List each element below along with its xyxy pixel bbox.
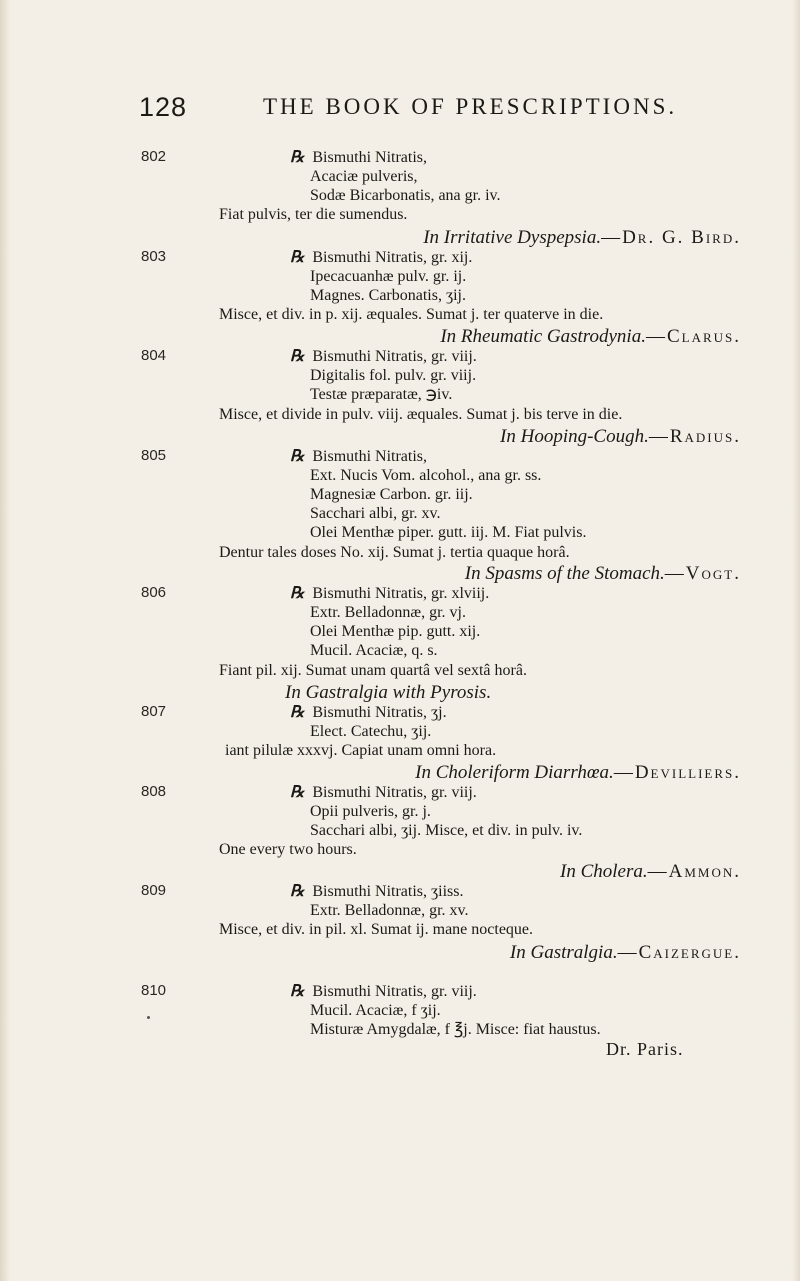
indication-caption: In Gastralgia with Pyrosis. [285,682,492,703]
ingredient-line: ℞ Bismuthi Nitratis, gr. viij. [290,348,477,365]
prescription-number: 808 [141,783,167,800]
author: —Devilliers. [613,762,741,783]
author: —Vogt. [664,563,741,584]
recipe-symbol: ℞ [290,585,305,602]
indication-caption: In Irritative Dyspepsia.—Dr. G. Bird. [423,227,741,248]
indication-caption: In Spasms of the Stomach.—Vogt. [464,563,741,584]
prescription-number: 810 [141,982,167,999]
author: —Clarus. [645,326,741,347]
ingredient-line: Magnesiæ Carbon. gr. iij. [310,486,473,503]
author: —Ammon. [647,861,741,882]
ingredient-line: Sacchari albi, ʒij. Misce, et div. in pulv. iv. [310,822,583,839]
directions-line: Misce, et div. in p. xij. æquales. Sumat j. ter quaterve in die. [219,306,604,323]
prescription-number: 803 [141,248,167,265]
author: —Radius. [648,426,741,447]
ingredient-line: Sacchari albi, gr. xv. [310,505,441,522]
prescription-number: 804 [141,347,167,364]
prescription-number: 805 [141,447,167,464]
directions-line: Misce, et divide in pulv. viij. æquales. Sumat j. bis terve in die. [219,406,623,423]
ingredient-line: ℞ Bismuthi Nitratis, [290,448,428,465]
directions-line: One every two hours. [219,841,357,858]
ingredient-line: Opii pulveris, gr. j. [310,803,431,820]
author: —Dr. G. Bird. [601,227,741,248]
ingredient-line: Extr. Belladonnæ, gr. vj. [310,604,466,621]
ingredient-line: Testæ præparatæ, ℈iv. [310,386,453,403]
ingredient-line: Mucil. Acaciæ, q. s. [310,642,438,659]
ingredient-line: Magnes. Carbonatis, ʒij. [310,287,466,304]
ingredient-line: Sodæ Bicarbonatis, ana gr. iv. [310,187,501,204]
ingredient-line: ℞ Bismuthi Nitratis, [290,149,428,166]
author: Dr. Paris. [606,1039,684,1059]
author: —Caizergue. [617,942,741,963]
recipe-symbol: ℞ [290,704,305,721]
ingredient-line: ℞ Bismuthi Nitratis, gr. viij. [290,983,477,1000]
ingredient-line: Elect. Catechu, ʒij. [310,723,432,740]
ingredient-line: ℞ Bismuthi Nitratis, gr. xlviij. [290,585,490,602]
ingredient-line: Acaciæ pulveris, [310,168,418,185]
ingredient-line: Extr. Belladonnæ, gr. xv. [310,902,469,919]
ingredient-line: Ext. Nucis Vom. alcohol., ana gr. ss. [310,467,542,484]
page-edge-shadow-left [0,0,10,1281]
page-header [0,92,800,132]
directions-line: Dentur tales doses No. xij. Sumat j. tertia quaque horâ. [219,544,570,561]
directions-line: Fiat pulvis, ter die sumendus. [219,206,408,223]
ingredient-line: Olei Menthæ piper. gutt. iij. M. Fiat pulvis. [310,524,587,541]
page-edge-shadow-right [792,0,800,1281]
running-title: THE BOOK OF PRESCRIPTIONS. [263,94,678,119]
ingredient-line: ℞ Bismuthi Nitratis, gr. xij. [290,249,473,266]
ingredient-line: ℞ Bismuthi Nitratis, ʒiiss. [290,883,464,900]
ingredient-line: ℞ Bismuthi Nitratis, gr. viij. [290,784,477,801]
ingredient-line: Ipecacuanhæ pulv. gr. ij. [310,268,467,285]
ingredient-line: Misturæ Amygdalæ, f ℥j. Misce: fiat haustus. [310,1021,601,1038]
recipe-symbol: ℞ [290,983,305,1000]
indication-caption: In Rheumatic Gastrodynia.—Clarus. [440,326,741,347]
prescription-number: 809 [141,882,167,899]
indication-caption: In Gastralgia.—Caizergue. [509,942,741,963]
indication-caption: In Choleriform Diarrhœa.—Devilliers. [415,762,741,783]
directions-line: iant pilulæ xxxvj. Capiat unam omni hora. [225,742,497,759]
indication-caption: In Hooping-Cough.—Radius. [500,426,741,447]
recipe-symbol: ℞ [290,149,305,166]
page-number: 128 [139,92,188,122]
prescription-number: 802 [141,148,167,165]
recipe-symbol: ℞ [290,784,305,801]
recipe-symbol: ℞ [290,448,305,465]
ingredient-line: Digitalis fol. pulv. gr. viij. [310,367,477,384]
directions-line: Fiant pil. xij. Sumat unam quartâ vel sextâ horâ. [219,662,527,679]
ingredient-line: ℞ Bismuthi Nitratis, ʒj. [290,704,447,721]
directions-line: Misce, et div. in pil. xl. Sumat ij. mane nocteque. [219,921,534,938]
ingredient-line: Olei Menthæ pip. gutt. xij. [310,623,481,640]
indication-caption: In Cholera.—Ammon. [560,861,741,882]
recipe-symbol: ℞ [290,883,305,900]
ink-speck [147,1016,150,1019]
prescription-number: 807 [141,703,167,720]
ingredient-line: Mucil. Acaciæ, f ʒij. [310,1002,441,1019]
recipe-symbol: ℞ [290,348,305,365]
prescription-number: 806 [141,584,167,601]
recipe-symbol: ℞ [290,249,305,266]
